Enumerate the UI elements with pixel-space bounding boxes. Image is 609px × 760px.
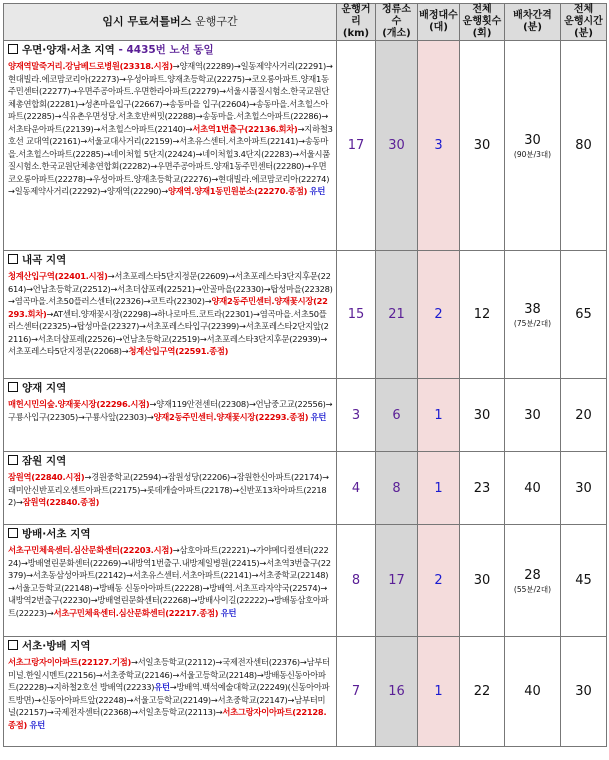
header-buses: 배정대수 (대) bbox=[418, 4, 460, 41]
header-trips: 전체 운행횟수 (회) bbox=[460, 4, 505, 41]
interval-note: (90분/3대) bbox=[513, 149, 552, 159]
interval-minutes: 30 bbox=[524, 132, 541, 148]
checkbox-square-icon bbox=[8, 382, 18, 392]
bus-count: 2 bbox=[418, 525, 460, 637]
stop-count: 8 bbox=[376, 452, 418, 525]
interval-note: (55분/2대) bbox=[513, 584, 552, 594]
route-row bbox=[4, 41, 607, 251]
area-title bbox=[8, 639, 333, 654]
interval-minutes: 28 bbox=[524, 567, 541, 583]
route-description bbox=[4, 41, 337, 251]
distance-km: 7 bbox=[337, 637, 376, 747]
trip-count: 30 bbox=[460, 41, 505, 251]
interval-minutes: 40 bbox=[524, 480, 541, 496]
header-stops: 정류소 수 (개소) bbox=[376, 4, 418, 41]
interval-cell bbox=[505, 251, 561, 379]
checkbox-square-icon bbox=[8, 528, 18, 538]
route-row bbox=[4, 637, 607, 747]
start-stop: 청계산입구역(22401.시점) bbox=[8, 271, 108, 281]
stop-count: 6 bbox=[376, 379, 418, 452]
start-stop: 양재역말죽거리.강남베드로병원(23318.시점) bbox=[8, 61, 173, 71]
area-name: 우면·양재·서초 지역 bbox=[22, 44, 115, 56]
trip-count: 12 bbox=[460, 251, 505, 379]
area-name: 양재 지역 bbox=[22, 382, 67, 394]
interval-minutes: 38 bbox=[524, 301, 541, 317]
header-route: 임시 무료셔틀버스 운행구간 bbox=[4, 4, 337, 41]
route-stops-return: →AT센터.양재꽃시장(22298)→하나로마트.코트라(22301)→염곡마을.서초50플러스센터(22325)→탑성마을(22327)→서초포레스타입구(22399)→서초포레스타2단지앞(22116)→서초더샵포레(22526)→언남초등학교(22519)→서초포레스타3단지후문(22939)→서초포레스타5단지정문(22068)→ bbox=[8, 308, 329, 357]
u-turn-label: 유턴 bbox=[29, 719, 45, 730]
distance-km: 4 bbox=[337, 452, 376, 525]
bus-count: 1 bbox=[418, 379, 460, 452]
bus-count: 2 bbox=[418, 251, 460, 379]
distance-km: 3 bbox=[337, 379, 376, 452]
total-minutes: 80 bbox=[561, 41, 607, 251]
route-description bbox=[4, 379, 337, 452]
bus-count: 1 bbox=[418, 452, 460, 525]
interval-minutes: 30 bbox=[524, 407, 541, 423]
end-stop: 양재역.양재1동민원분소(22270.종점) bbox=[168, 186, 308, 197]
area-title bbox=[8, 43, 333, 58]
header-distance: 운행거리 (km) bbox=[337, 4, 376, 41]
route-stops: →서일초등학교(22112)→국제전자센터(22376)→남부터미널.한일시멘트(22156)→서초중학교(22146)→서울고등학교(22148)→방배동신동아아파트(22228)→지하철2호선 방배역(22233) bbox=[8, 657, 330, 693]
interval-cell bbox=[505, 41, 561, 251]
checkbox-square-icon bbox=[8, 254, 18, 264]
trip-count: 30 bbox=[460, 525, 505, 637]
area-title bbox=[8, 454, 333, 469]
total-minutes: 20 bbox=[561, 379, 607, 452]
route-stops: →양재역(22289)→일동제약사거리(22291)→현대빌라.에코맘코리아(22273)→우성아파트.양재초등학교(22275)→코오롱아파트.양재1동주민센터(22277)→우면주공아파트.우면한라아파트(22279)→서울시품질시험소.한국교원단체총연합회(22281)→성촌마을입구(22667)→송동마을 입구(22604)→송동마을.서초힐스아파트(22285)→식유촌우면성당.서초호반써밋(22288)→송동마을.서초힐스아파트(22286)→서초타운아파트(22139)→서초힐스아파트(22140)→ bbox=[8, 61, 333, 134]
area-title bbox=[8, 527, 333, 542]
area-name: 잠원 지역 bbox=[22, 455, 67, 467]
u-turn-label: 유턴 bbox=[309, 186, 326, 197]
total-minutes: 30 bbox=[561, 637, 607, 747]
route-row bbox=[4, 525, 607, 637]
end-stop: 청계산입구역(22591.종점) bbox=[128, 346, 229, 357]
shuttle-bus-table bbox=[3, 3, 607, 747]
turnaround-stop: 유턴 bbox=[154, 682, 170, 693]
stop-count: 16 bbox=[376, 637, 418, 747]
trip-count: 30 bbox=[460, 379, 505, 452]
route-row bbox=[4, 251, 607, 379]
start-stop: 서초구민체육센터.심산문화센터(22203.시점) bbox=[8, 545, 173, 555]
total-minutes: 30 bbox=[561, 452, 607, 525]
trip-count: 22 bbox=[460, 637, 505, 747]
trip-count: 23 bbox=[460, 452, 505, 525]
turnaround-stop: 서초역1번출구(22136.회차) bbox=[192, 123, 298, 134]
area-name: 내곡 지역 bbox=[22, 254, 67, 266]
stop-count: 21 bbox=[376, 251, 418, 379]
route-stops: →양재119안전센터(22308)→언남중고교(22556)→구룡사입구(22305)→구룡사앞(22303)→ bbox=[8, 399, 333, 422]
area-title bbox=[8, 253, 333, 268]
route-stops: →경원중학교(22594)→잠원성당(22206)→잠원한신아파트(22174)→래미안신반포리오센트아파트(22175)→롯데캐슬아파트(22178)→신반포13차아파트(22182)→ bbox=[8, 472, 329, 508]
u-turn-label: 유턴 bbox=[220, 607, 237, 618]
route-row bbox=[4, 379, 607, 452]
header-row bbox=[4, 4, 607, 41]
stop-count: 17 bbox=[376, 525, 418, 637]
bus-count: 3 bbox=[418, 41, 460, 251]
checkbox-square-icon bbox=[8, 44, 18, 54]
route-row bbox=[4, 452, 607, 525]
interval-minutes: 40 bbox=[524, 684, 541, 699]
route-stops-return: →지하철3호선 교대역(22161)→서울교대사거리(22159)→서초유스센터.서초아파트(22141)→송동마을.서초힐스아파트(22285)→네이처힐 5단지(22424)→네이처힐3.4단지(22283)→서울시품질시험소.한국교원단체총연합회(22282)→우면주공아파트.양재1동주민센터(22280)→우면코오롱아파트(22278)→우성아파트.양재초등학교(22276)→현대빌라.에코맘코리아(22274)→일동제약사거리(22292)→양재역(22290)→ bbox=[8, 123, 333, 197]
route-description bbox=[4, 525, 337, 637]
end-stop: 양재2동주민센터.양재꽃시장(22293.종점) bbox=[153, 411, 309, 422]
route-stops: →서초포레스타5단지정문(22609)→서초포레스타3단지후문(22614)→언남초등학교(22512)→서초더샵포레(22521)→안골마을(22330)→탑성마을(22328)→염곡마을.서초50플러스센터(22326)→코트라(22302)→ bbox=[8, 271, 333, 307]
end-stop: 잠원역(22840.종점) bbox=[22, 497, 100, 508]
route-stops: →삼호아파트(22221)→가야메디컬센터(22224)→방배열린문화센터(22269)→내방역1번출구.내방제일병원(22415)→서초역3번출구(22379)→서초동삼성아파트(22142)→서초유스센터.서초아파트(22141)→서초중학교(22148)→서울고등학교(22148)→방배동 신동아아파트(22228)→방배역.서초프라자약국(22574)→내방역2번출구(22230)→방배열린문화센터(22268)→방배사이길(22222)→방배동삼호아파트(22223)→ bbox=[8, 545, 331, 618]
interval-cell bbox=[505, 379, 561, 452]
interval-cell bbox=[505, 452, 561, 525]
header-total: 전체 운행시간 (분) bbox=[561, 4, 607, 41]
area-title bbox=[8, 381, 333, 396]
header-interval: 배차간격 (분) bbox=[505, 4, 561, 41]
total-minutes: 65 bbox=[561, 251, 607, 379]
distance-km: 8 bbox=[337, 525, 376, 637]
turnaround-stop: 양재2동주민센터.양재꽃시장(22293.회차) bbox=[8, 296, 328, 319]
route-note: - 4435번 노선 동일 bbox=[118, 44, 214, 56]
route-description bbox=[4, 452, 337, 525]
route-description bbox=[4, 637, 337, 747]
u-turn-label: 유턴 bbox=[310, 411, 327, 422]
start-stop: 매헌시민의숲.양재꽃시장(22296.시점) bbox=[8, 399, 150, 409]
start-stop: 서초그랑자이아파트(22127.기점) bbox=[8, 657, 132, 667]
end-stop: 서초그랑자이아파트(22128.종점) bbox=[8, 707, 327, 730]
end-stop: 서초구민체육센터.심산문화센터(22217.종점) bbox=[53, 607, 219, 618]
interval-note: (75분/2대) bbox=[513, 318, 552, 328]
distance-km: 15 bbox=[337, 251, 376, 379]
total-minutes: 45 bbox=[561, 525, 607, 637]
checkbox-square-icon bbox=[8, 455, 18, 465]
area-name: 방배·서초 지역 bbox=[22, 528, 91, 540]
checkbox-square-icon bbox=[8, 640, 18, 650]
area-name: 서초·방배 지역 bbox=[22, 640, 91, 652]
stop-count: 30 bbox=[376, 41, 418, 251]
interval-cell bbox=[505, 525, 561, 637]
route-description bbox=[4, 251, 337, 379]
route-stops-return: →방배역.백석예술대학교(22249)(신동아아파트방면)→신동아아파트앞(22248)→서울고등학교(22149)→서초중학교(22147)→남부터미널(22157)→국제전자센터(22368)→서일초등학교(22113)→ bbox=[8, 682, 330, 718]
start-stop: 잠원역(22840.시점) bbox=[8, 472, 85, 482]
bus-count: 1 bbox=[418, 637, 460, 747]
distance-km: 17 bbox=[337, 41, 376, 251]
interval-cell bbox=[505, 637, 561, 747]
